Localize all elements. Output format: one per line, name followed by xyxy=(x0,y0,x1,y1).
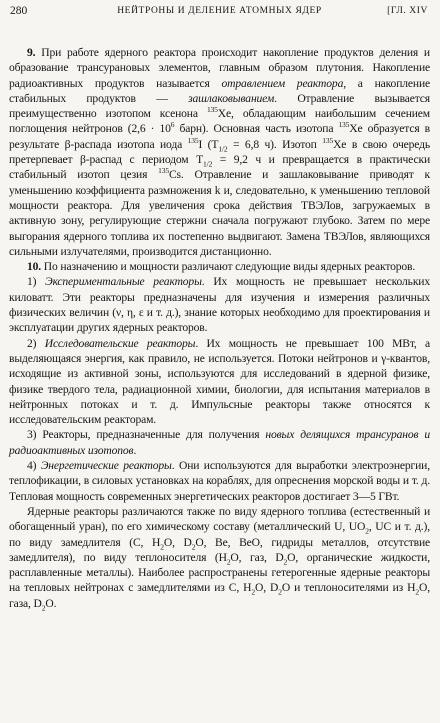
text-run: 2) xyxy=(27,336,45,350)
page-header xyxy=(9,5,430,21)
running-title: НЕЙТРОНЫ И ДЕЛЕНИЕ АТОМНЫХ ЯДЕР xyxy=(117,6,322,16)
text-run: . Они используются для выработки электроэнергии, теплофикации, в силовых установках на кораблях, для опреснения морской воды и т. д. Тепловая мощность современных энергетических реакторов достигает 3—5 ГВт. xyxy=(9,459,430,503)
text-run: . Их мощность не превышает 100 МВт, а выделяющаяся энергия, как правило, не используется. Потоки нейтронов и γ-квантов, исходящие из активной зоны, используются для исследований в ядерной физике, физике твердого тела, радиационной химии, биологии, для испытания материалов в нейтронных потоках и т. д. Импульсные реакторы также относятся к исследовательским реакторам. xyxy=(9,336,430,427)
superscript: 135 xyxy=(206,105,218,115)
chapter-label: [ГЛ. XIV xyxy=(387,6,428,16)
text-run: O, D xyxy=(163,535,192,549)
text-run: O. xyxy=(45,596,57,610)
text-run: O, органические жидкости, расплавленные металлы). Наиболее распространены гетерогенные ядерные реакторы на тепловых нейтронах с замедлителями из C, H xyxy=(9,550,430,595)
list-item-1 xyxy=(9,274,430,335)
text-run: Ядерные реакторы различаются также по виду ядерного топлива (естественный и обогащенный уран), по его химическому составу (металлический U, UO xyxy=(9,504,430,534)
paragraph-10 xyxy=(9,259,430,274)
italic-term: зашлаковыванием xyxy=(188,91,275,105)
text-run: O, газа, D xyxy=(9,581,430,610)
list-item-4 xyxy=(9,458,430,504)
text-run: = 6,8 ч). Изотоп xyxy=(227,137,323,151)
text-run: O, D xyxy=(255,581,279,595)
text-run: . xyxy=(133,443,137,457)
text-run: барн). Основная часть изотопа xyxy=(174,122,339,136)
text-run: . Отравление вызывается преимущественно изотопом ксенона xyxy=(9,91,430,121)
subscript: 1/2 xyxy=(203,159,213,169)
text-run: O и теплоносителями из H xyxy=(281,581,416,595)
subscript: 2 xyxy=(226,557,231,567)
italic-term: Энергетические реакторы xyxy=(40,459,172,473)
page-body xyxy=(9,45,430,611)
list-item-2 xyxy=(9,336,430,428)
text-run: . Их мощность не превышает нескольких киловатт. Эти реакторы предназначены для изучения и измерения различных физических величин (ν, η, ε и т. д.), знание которых необходимо для проектирования и эксплуатации других ядерных реакторов. xyxy=(9,275,431,335)
superscript: 135 xyxy=(158,166,169,176)
subscript: 2 xyxy=(415,587,419,597)
text-run: 4) xyxy=(27,459,41,473)
superscript: 135 xyxy=(338,120,350,130)
text-run: 1) xyxy=(27,275,46,289)
subscript: 2 xyxy=(41,603,46,612)
superscript: 135 xyxy=(187,135,199,145)
text-run: Xe образуется в результате β-распада изотопа иода xyxy=(9,122,430,151)
subscript: 2 xyxy=(160,541,164,551)
paragraph-reactor-types xyxy=(9,504,430,611)
text-run: I (T xyxy=(198,137,219,151)
paragraph-number: 9. xyxy=(27,46,36,59)
subscript: 2 xyxy=(283,557,288,567)
subscript: 2 xyxy=(251,587,256,597)
page-number: 280 xyxy=(10,5,28,17)
text-run: , а накопление стабильных продуктов — xyxy=(9,76,430,105)
subscript: 2 xyxy=(278,587,282,597)
text-run: = 9,2 ч и превращается в практически стабильный изотоп цезия xyxy=(9,153,430,182)
text-run: Xe в свою очередь претерпевает β-распад с периодом T xyxy=(9,137,430,167)
paragraph-number: 10. xyxy=(27,260,42,274)
list-item-3 xyxy=(9,427,430,458)
superscript: 135 xyxy=(322,135,334,145)
italic-term: новых делящихся трансуранов и радиоактивных изотопов xyxy=(9,428,430,457)
italic-term: отравлением реактора xyxy=(221,76,344,90)
subscript: 2 xyxy=(191,541,196,551)
text-run: При работе ядерного реактора происходит накопление продуктов деления и образование трансурановых элементов, главным образом плутония. Накопление радиоактивных продуктов называется xyxy=(9,46,430,90)
italic-term: Экспериментальные реакторы xyxy=(45,275,202,289)
text-run: O, Be, BeO, гидриды металлов, отсутствие замедлителя), по виду теплоносителя (H xyxy=(9,535,431,564)
text-run: Cs. Отравление и зашлаковывание приводят к уменьшению коэффициента размножения k и, следовательно, к уменьшению тепловой мощности реактора. Для увеличения срока действия ТВЭЛов, загружаемых в активную зону, регулирующие стержни сначала погружают глубоко. Затем по мере выгорания ядерного топлива их постепенно выдвигают. Замена ТВЭЛов, являющихся сильными излучателями, производится дистанционно. xyxy=(9,168,430,258)
italic-term: Исследовательские реакторы xyxy=(44,336,196,350)
superscript: 6 xyxy=(170,120,175,130)
subscript: 1/2 xyxy=(218,144,228,154)
text-run: Xe, обладающим наибольшим сечением поглощения нейтронов (2,6 · 10 xyxy=(9,107,430,136)
book-page xyxy=(0,5,440,723)
text-run: , UC и т. д.), по виду замедлителя (C, H xyxy=(9,520,430,549)
subscript: 2 xyxy=(365,526,369,536)
text-run: По назначению и мощности различают следующие виды ядерных реакторов. xyxy=(43,260,416,274)
paragraph-9 xyxy=(9,45,430,259)
text-run: 3) Реакторы, предназначенные для получения xyxy=(27,428,266,442)
text-run: O, газ, D xyxy=(230,550,284,564)
